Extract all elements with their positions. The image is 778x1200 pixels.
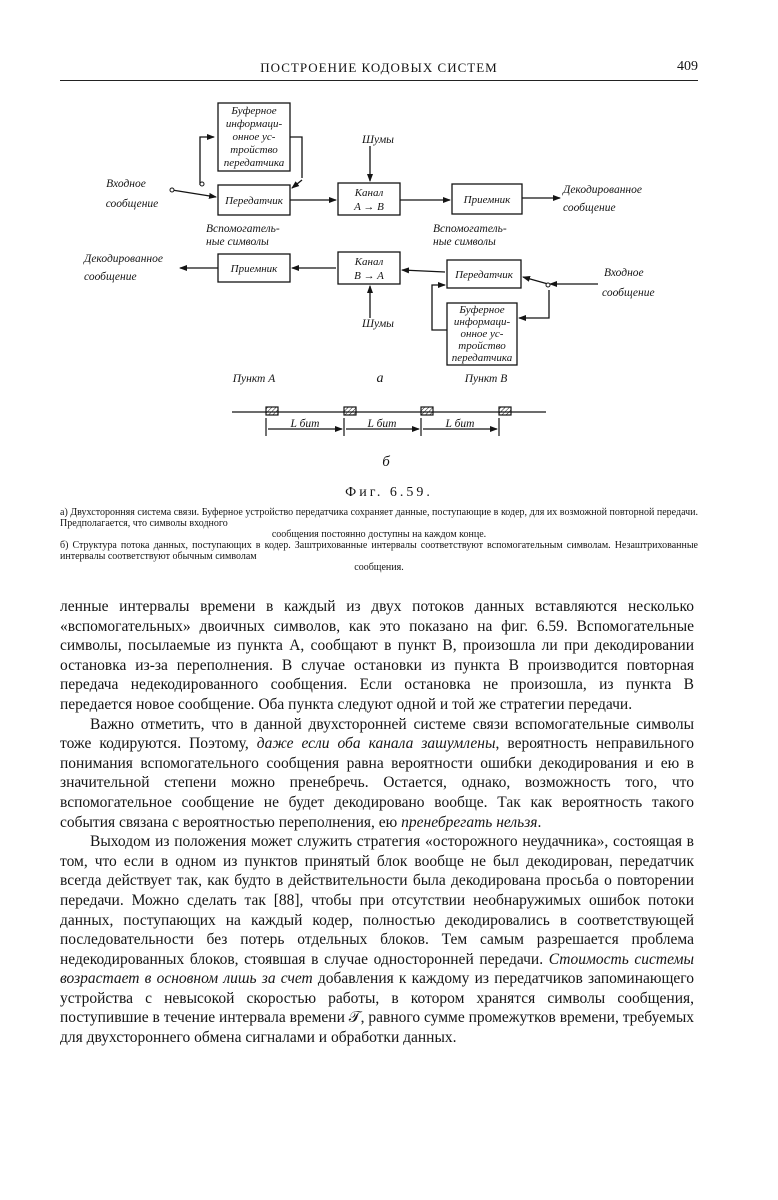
two-way-system-diagram <box>0 0 778 470</box>
buffer-b-line-3: онное ус- <box>460 328 504 340</box>
aux-interval-4 <box>499 407 511 415</box>
buffer-b-line-4: тройство <box>458 340 506 352</box>
aux-left-line-2: ные символы <box>206 236 269 248</box>
page-number: 409 <box>677 59 698 74</box>
buffer-a-line-5: передатчика <box>223 157 285 169</box>
caption-b-main: б) Структура потока данных, поступающих в кодер. Заштрихованные интервалы соответствуют вспомогательным символам. Незаштрихованные интервалы соответствуют обычным символам <box>60 540 698 562</box>
paragraph-1: ленные интервалы времени в каждый из двух потоков данных вставляются несколько «вспомогательных» двоичных символов, как это показано на фиг. 6.59. Вспомогательные символы, посылаемые из пункта A, сообщают в пункт B, произошла ли при декодировании остановка из-за переполнения. В случае остановки из пункта B производится повторная передача недекодированного сообщения. Если остановка не произошла, из пункта B передается новое сообщение. Оба пункта следуют одной и той же стратегии передачи. <box>60 598 694 713</box>
p3-emphasis: Стоимость системы возрастает в основном лишь за счет <box>60 950 695 988</box>
p3-text-c: добавления к каждому из передатчиков запоминающего устройства с невысокой скоростью работы, в котором хранятся символы сообщения, поступившие в течение интервала времени 𝒯, равного сумме промежутков времени, требуемых для двухстороннего обмена сигналами и обработки данных. <box>60 970 694 1047</box>
point-a-label: Пункт A <box>232 373 276 385</box>
segment-label-1: L бит <box>290 418 320 430</box>
header-title: ПОСТРОЕНИЕ КОДОВЫХ СИСТЕМ <box>260 60 498 75</box>
decoded-right-line-1: Декодированное <box>563 184 642 196</box>
p3-text-a: Выходом из положения может служить стратегия «осторожного неудачника», состоящая в том, что если в одном из пунктов принятый блок вообще не был декодирован, передатчик всегда действует так, как будто в действительности была декодирована просьба о повторении передачи. Можно сделать так [88], чтобы при отсутствии необнаружимых ошибок потоки данных, поступающих на каждый кодер, полностью декодировались в соответствующей последовательности без потерь отдельных блоков. Тем самым разрешается проблема недекодированных блоков, стоявшая в случае односторонней передачи. <box>60 833 694 968</box>
channel-ba-line-2: B → A <box>354 270 384 282</box>
input-left-line-2: сообщение <box>105 198 159 210</box>
decoded-left-line-2: сообщение <box>84 271 137 283</box>
p2-text-a: Важно отметить, что в данной двухсторонней системе связи вспомогательные символы тоже кодируются. Поэтому, <box>60 715 694 753</box>
aux-interval-3 <box>421 407 433 415</box>
caption-a-tail: сообщения постоянно доступны на каждом конце. <box>271 529 487 540</box>
transmitter-a-label: Передатчик <box>225 195 283 207</box>
receiver-a-label: Приемник <box>230 263 278 275</box>
segment-label-2: L бит <box>367 418 397 430</box>
transmitter-b-label: Передатчик <box>455 269 513 281</box>
p2-emphasis-1: даже если оба канала зашумлены <box>256 735 496 753</box>
channel-ba-line-1: Канал <box>354 256 384 268</box>
receiver-b-label: Приемник <box>463 194 511 206</box>
paragraph-3 <box>60 832 694 1048</box>
buffer-b-line-1: Буферное <box>459 304 505 316</box>
p2-text-e: . <box>537 813 542 831</box>
input-left-line-1: Входное <box>106 178 146 190</box>
aux-left-line-1: Вспомогатель- <box>206 223 280 235</box>
channel-ab-line-1: Канал <box>354 187 384 199</box>
figure-title: Фиг. 6.59. <box>345 485 433 500</box>
input-right-line-1: Входное <box>604 267 644 279</box>
decoded-left-line-1: Декодированное <box>84 253 163 265</box>
aux-interval-2 <box>344 407 356 415</box>
buffer-b-line-2: информаци- <box>453 316 511 328</box>
input-right-line-2: сообщение <box>602 287 655 299</box>
caption-a <box>60 507 698 540</box>
point-b-label: Пункт B <box>464 373 508 385</box>
buffer-b-line-5: передатчика <box>451 352 513 364</box>
paragraph-2 <box>60 715 694 833</box>
part-a-label: a <box>376 371 384 386</box>
noise-top-label: Шумы <box>362 134 394 146</box>
decoded-right-line-2: сообщение <box>563 202 616 214</box>
part-b-label: б <box>382 454 390 470</box>
body-text <box>60 597 694 1048</box>
aux-right-line-1: Вспомогатель- <box>433 223 507 235</box>
caption-b <box>60 540 698 573</box>
buffer-a-line-2: информаци- <box>225 118 283 130</box>
buffer-a-line-1: Буферное <box>231 105 277 117</box>
aux-right-line-2: ные символы <box>433 236 496 248</box>
caption-a-main: а) Двухсторонняя система связи. Буферное устройство передатчика сохраняет данные, поступающие в кодер, для их возможной повторной передачи. Предполагается, что символы входного <box>60 507 698 529</box>
buffer-a-line-4: тройство <box>230 144 278 156</box>
channel-ab-line-2: A → B <box>354 201 384 213</box>
p2-text-c: , вероятность неправильного понимания вспомогательного сообщения равна вероятности ошибки декодирования и ею в значительной степени можно пренебречь. Остается, однако, возможность того, что вспомогательное сообщение не будет декодировано вообще. Так как вероятность такого события связана с вероятностью переполнения, ею <box>60 735 694 831</box>
caption-b-tail: сообщения. <box>354 562 404 573</box>
noise-bottom-label: Шумы <box>362 318 394 330</box>
segment-label-3: L бит <box>445 418 475 430</box>
buffer-a-line-3: онное ус- <box>232 131 276 143</box>
aux-interval-1 <box>266 407 278 415</box>
p2-emphasis-2: пренебрегать нельзя <box>401 813 538 831</box>
